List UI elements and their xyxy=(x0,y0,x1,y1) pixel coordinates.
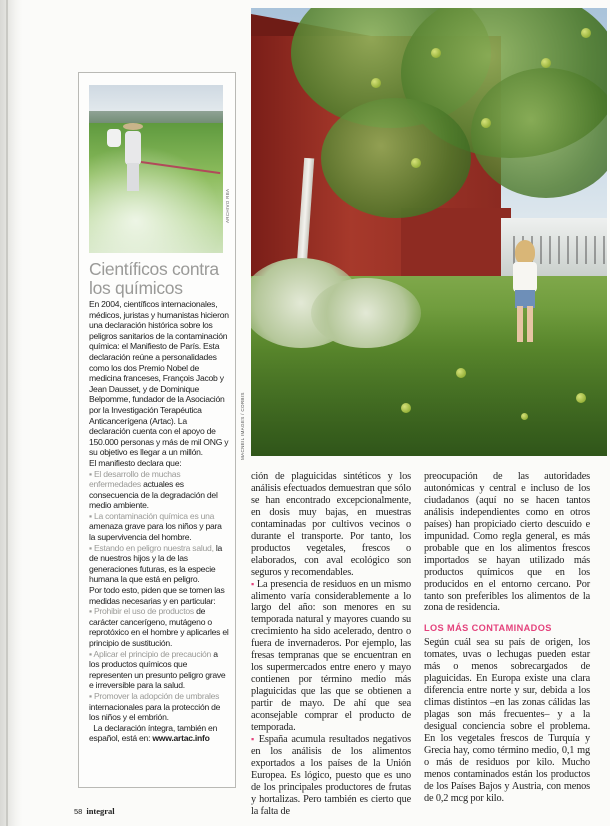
sidebar-point: ▪ La contaminación química es una amenaza grave para los niños y para la supervivencia del hombre. xyxy=(89,510,222,543)
sidebar-point: ▪ El desarrollo de muchas enfermedades actuales es consecuencia de la degradación del medio ambiente. xyxy=(89,468,218,511)
sidebar-request: ▪ Prohibir el uso de productos de carácter cancerígeno, mutágeno o reprotóxico en el hombre y aplicarles el principio de sustitución. xyxy=(89,606,229,648)
page-number: 58 xyxy=(74,807,83,816)
magazine-brand: integral xyxy=(86,806,115,816)
sidebar-photo-credit: ARCHIVO RBA xyxy=(225,188,230,223)
artac-link[interactable]: www.artac.info xyxy=(152,733,210,744)
farmer-figure xyxy=(119,123,145,193)
sidebar-ask: Por todo esto, piden que se tomen las medidas necesarias y en particular: xyxy=(89,585,225,606)
main-photo-credit: MACNEIL IMAGES / CORBIS xyxy=(240,392,245,460)
sidebar-declares: El manifiesto declara que: xyxy=(89,457,182,468)
child-figure xyxy=(507,240,541,350)
sidebar-intro: En 2004, científicos internacionales, médicos, juristas y humanistas hicieron una declaración histórica sobre los peligros sanitarios de la contaminación química: el Manifiesto de París. Esta declaración reúne a personalidades como los dos Premio Nobel de medicina franceses, François Jacob y Jean Dausset, y de Dominique Belpomme, fundador de la Asociación por la Investigación Terapéutica Anticancerígena (Artac). La declaración cuenta con el apoyo de 150.000 personas y más de mil ONG y su objetivo es llegar a un millón. xyxy=(89,299,229,458)
sidebar-title: Científicos contra los químicos xyxy=(89,259,219,298)
page-folio xyxy=(74,806,115,816)
sidebar-photo-crop-spraying xyxy=(89,85,223,253)
sidebar-point: ▪ Estando en peligro nuestra salud, la de nuestros hijos y la de las generaciones futuras, es la especie humana la que está en peligro. xyxy=(89,542,223,585)
sidebar-body xyxy=(89,299,229,744)
sidebar-closing: La declaración íntegra, también en español, está en: www.artac.info xyxy=(89,722,218,744)
article-paragraph: preocupación de las autoridades autonómicas y central e incluso de los ciudadanos (aquí no se hacen tantos análisis independientes como en otros países) han propiciado cierto descuido e impunidad. Como regla general, es más probable que en los alimentos frescos importados se hayan utilizado más productos químicos que en los producidos en el entorno cercano. Por tanto son preferibles los alimentos de la zona de residencia. xyxy=(424,471,590,614)
article-paragraph: ▪ La presencia de residuos en un mismo alimento varía considerablemente a lo largo del año: son menores en su temporada natural y mayores cuando su crecimiento ha sido acelerado, dentro o fuera de invernaderos. Por ejemplo, las fresas tempranas que se encuentran en los supermercados entre enero y mayo contienen por término medio más plaguicidas que las que se obtienen a partir de mayo. De ahí que sea aconsejable comprar el producto de temporada. xyxy=(251,578,411,734)
page-gutter xyxy=(0,0,22,826)
sidebar-request: ▪ Aplicar el principio de precaución a los productos químicos que representen un presunto peligro grave e irreversible para la salud. xyxy=(89,648,226,691)
article-paragraph: Según cuál sea su país de origen, los tomates, uvas o lechugas pueden estar más o menos sobrecargados de plaguicidas. En Europa existe una clara diferencia entre norte y sur, debida a los climas distintos –en las zonas cálidas las plagas son más frecuentes– y a la desigual conciencia sobre el problema. En los vegetales frescos de Turquía y Grecia hay, como término medio, 0,1 mg o más de residuos por kilo. Mucho menos contaminados están los productos de los Países Bajos y Austria, con menos de 0,2 mcg por kilo. xyxy=(424,637,590,804)
main-photo-orchard xyxy=(251,8,607,456)
article-column-1 xyxy=(251,471,411,818)
sidebar-request: ▪ Promover la adopción de umbrales internacionales para la protección de los niños y el embrión. xyxy=(89,690,221,723)
article-column-2 xyxy=(424,471,590,805)
sidebar-box xyxy=(78,72,236,788)
article-paragraph: ción de plaguicidas sintéticos y los análisis efectuados demuestran que sólo se han encontrado excepcionalmente, en dosis muy bajas, en muestras contaminadas por cultivos vecinos o durante el transporte. Por tanto, los productos vegetales, frescos o elaborados, con aval ecológico son seguros y recomendables. xyxy=(251,471,411,578)
article-paragraph: ▪ España acumula resultados negativos en los análisis de los alimentos exportados a los países de la Unión Europea. Es lógico, puesto que es uno de los principales productores de frutas y hortalizas. Pero también es cierto que la falta de xyxy=(251,733,411,817)
section-heading: LOS MÁS CONTAMINADOS xyxy=(424,623,552,634)
